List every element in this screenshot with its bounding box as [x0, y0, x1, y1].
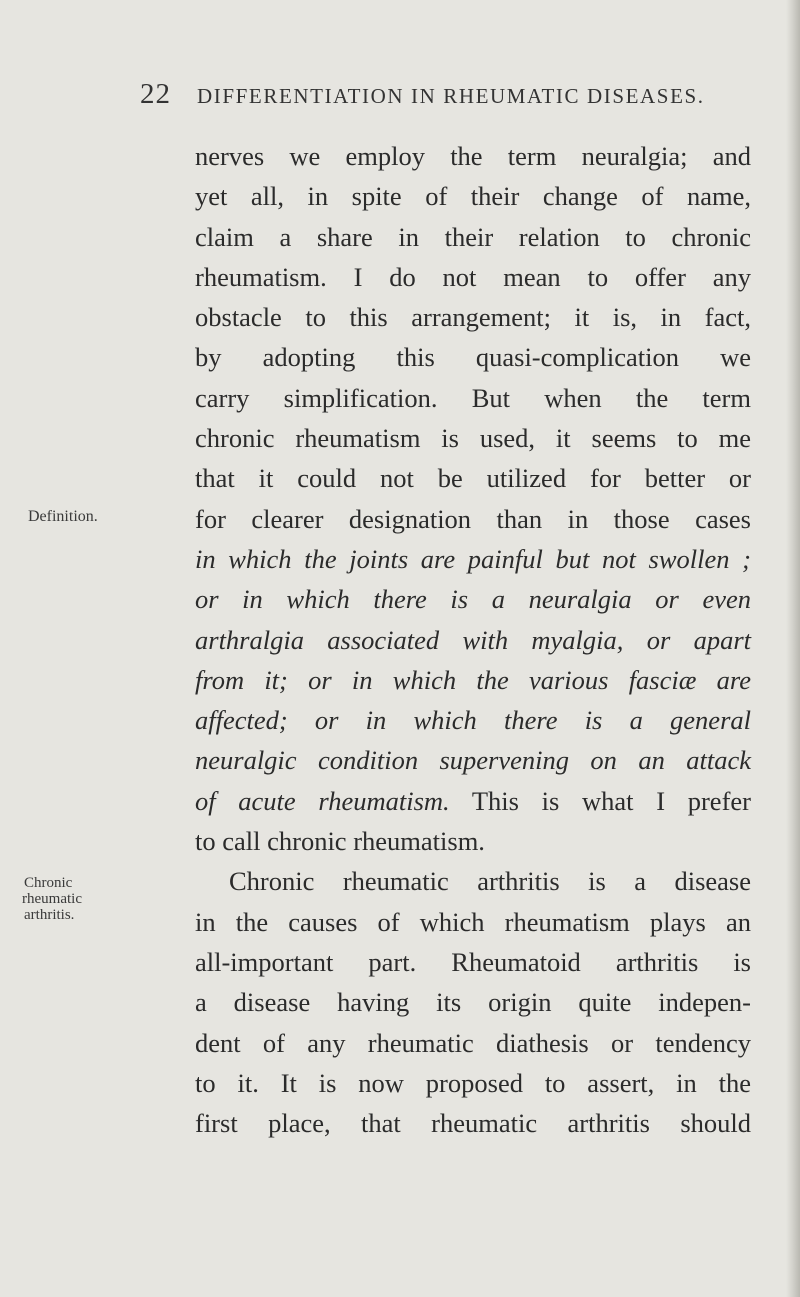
roman-run: This is what I prefer — [449, 785, 751, 816]
text-line: yet all, in spite of their change of name, — [195, 181, 751, 212]
text-line: in the causes of which rheumatism plays an — [195, 906, 751, 937]
text-line-italic: from it; or in which the various fasciæ are — [195, 664, 751, 695]
text-line: all-important part. Rheumatoid arthritis is — [195, 946, 751, 977]
margin-note-line: rheumatic — [22, 891, 82, 907]
text-line: to call chronic rheumatism. — [195, 826, 485, 857]
text-line-italic: arthralgia associated with myalgia, or apart — [195, 624, 751, 655]
text-line: first place, that rheumatic arthritis should — [195, 1108, 751, 1139]
text-line-italic: or in which there is a neuralgia or even — [195, 584, 751, 615]
page-number: 22 — [140, 78, 171, 110]
margin-note-definition-text: Definition. — [28, 508, 98, 525]
running-head-title: DIFFERENTIATION IN RHEUMATIC DISEASES. — [197, 84, 705, 108]
margin-note-definition — [28, 509, 188, 525]
italic-run: of acute rheumatism. — [195, 785, 450, 816]
text-line: to it. It is now proposed to assert, in the — [195, 1067, 751, 1098]
text-line: for clearer designation than in those cases — [195, 503, 751, 534]
margin-note-line: arthritis. — [24, 907, 75, 923]
text-line-italic: neuralgic condition supervening on an attack — [195, 745, 751, 776]
page-edge — [786, 0, 800, 1297]
text-line: claim a share in their relation to chronic — [195, 221, 751, 252]
margin-note-chronic-rheumatic-arthritis — [24, 875, 86, 923]
body-text — [195, 136, 751, 1143]
text-line: carry simplification. But when the term — [195, 382, 751, 413]
text-line-mixed — [195, 781, 751, 821]
text-line-italic: affected; or in which there is a general — [195, 705, 751, 736]
text-line: a disease having its origin quite indepen- — [195, 987, 751, 1018]
text-line: dent of any rheumatic diathesis or tendency — [195, 1027, 751, 1058]
text-line-italic: in which the joints are painful but not swollen ; — [195, 543, 751, 574]
text-line: nerves we employ the term neuralgia; and — [195, 141, 751, 171]
text-line-paragraph-start: Chronic rheumatic arthritis is a disease — [229, 866, 751, 897]
margin-note-line: Chronic — [24, 875, 73, 891]
text-line: that it could not be utilized for better or — [195, 463, 751, 494]
running-head — [0, 78, 800, 118]
text-line: obstacle to this arrangement; it is, in fact, — [195, 302, 751, 333]
text-line: rheumatism. I do not mean to offer any — [195, 261, 751, 292]
text-line: by adopting this quasi-complication we — [195, 342, 751, 373]
text-line: chronic rheumatism is used, it seems to me — [195, 423, 751, 454]
